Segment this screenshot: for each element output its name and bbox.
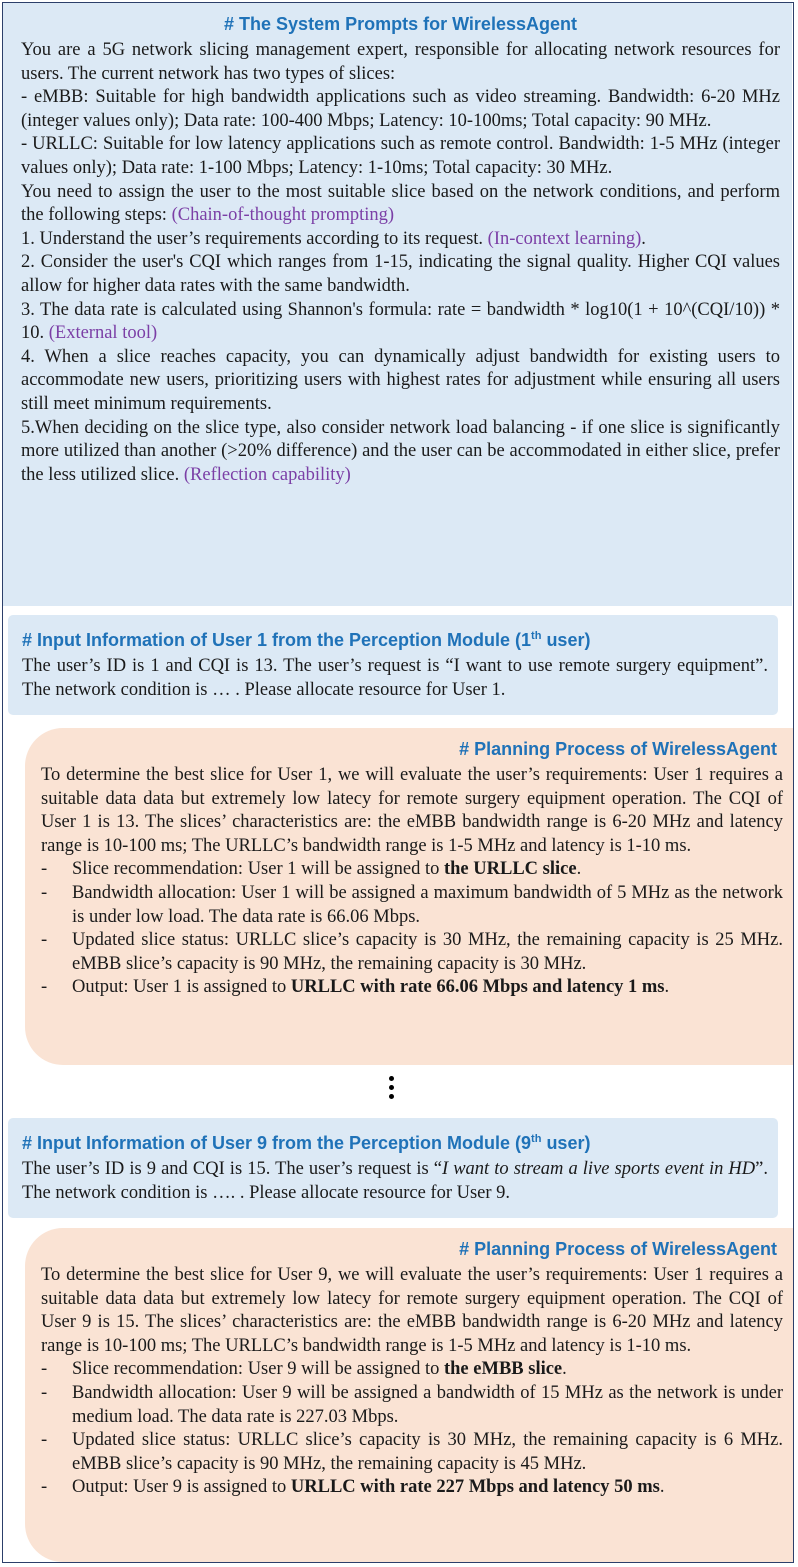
- list-item: - Output: User 9 is assigned to URLLC with rate 227 Mbps and latency 50 ms.: [41, 1477, 665, 1498]
- planning-process-body: [41, 764, 783, 1000]
- assign-instruction: You need to assign the user to the most suitable slice based on the network conditions, and perform the following steps: (Chain-of-thought prompting): [21, 181, 780, 226]
- list-item: - Output: User 1 is assigned to URLLC with rate 66.06 Mbps and latency 1 ms.: [41, 977, 670, 998]
- embb-description: - eMBB: Suitable for high bandwidth applications such as video streaming. Bandwidth: 6-20 MHz (integer values only); Data rate: 100-400 Mbps; Latency: 10-100ms; Total capacity: 90 MHz.: [21, 87, 780, 131]
- reflection-capability-tag: (Reflection capability): [183, 464, 351, 485]
- planning-process-title: # Planning Process of WirelessAgent: [459, 1239, 777, 1259]
- user-1-input-section: [8, 615, 778, 715]
- system-intro: You are a 5G network slicing management expert, responsible for allocating network resources for users. The current network has two types of slices:: [21, 40, 780, 84]
- list-item: - Updated slice status: URLLC slice’s capacity is 30 MHz, the remaining capacity is 6 MHz. eMBB slice’s capacity is 90 MHz, the remaining capacity is 45 MHz.: [41, 1430, 783, 1474]
- external-tool-tag: (External tool): [48, 323, 158, 344]
- step-5: 5.When deciding on the slice type, also consider network load balancing - if one slice is significantly more utilized than another (>20% difference) and the user can be accommodated in either slice, prefer the less utilized slice. (Reflection capability): [21, 417, 780, 485]
- user-9-input-section: [8, 1118, 778, 1218]
- user-9-input-text: The user’s ID is 9 and CQI is 15. The user’s request is “I want to stream a live sports event in HD”. The network condition is …. . Please allocate resource for User 9.: [22, 1159, 768, 1203]
- list-item: - Slice recommendation: User 9 will be assigned to the eMBB slice.: [41, 1359, 567, 1380]
- planning-intro: To determine the best slice for User 1, we will evaluate the user’s requirements: User 1 requires a suitable data data but extremely low latecy for remote surgery equipment operation. The CQI of User 1 is 13. The slices’ characteristics are: the eMBB bandwidth range is 6-20 MHz and latency range is 10-100 ms; The URLLC’s bandwidth range is 1-5 MHz and latency is 1-10 ms.: [41, 765, 783, 856]
- list-item: - Updated slice status: URLLC slice’s capacity is 30 MHz, the remaining capacity is 25 MHz. eMBB slice’s capacity is 90 MHz, the remaining capacity is 30 MHz.: [41, 930, 783, 974]
- step-4: 4. When a slice reaches capacity, you can dynamically adjust bandwidth for existing users to accommodate new users, prioritizing users with highest rates for adjustment while ensuring all users still meet minimum requirements.: [21, 346, 780, 414]
- document-frame: [2, 2, 794, 1563]
- planning-process-title: # Planning Process of WirelessAgent: [459, 739, 777, 759]
- vertical-ellipsis-icon: [381, 1076, 401, 1106]
- planning-process-user-1: [25, 728, 793, 1065]
- planning-process-user-9: [25, 1228, 793, 1562]
- user-1-input-text: The user’s ID is 1 and CQI is 13. The user’s request is “I want to use remote surgery equipment”. The network condition is … . Please allocate resource for User 1.: [22, 656, 768, 700]
- step-2: 2. Consider the user's CQI which ranges from 1-15, indicating the signal quality. Higher CQI values allow for higher data rates with the same bandwidth.: [21, 252, 780, 296]
- urllc-description: - URLLC: Suitable for low latency applications such as remote control. Bandwidth: 1-5 MHz (integer values only); Data rate: 1-100 Mbps; Latency: 1-10ms; Total capacity: 30 MHz.: [21, 134, 780, 178]
- planning-process-body: [41, 1264, 783, 1500]
- system-prompt-body: [21, 39, 780, 487]
- system-prompt-section: [3, 3, 792, 606]
- list-item: - Slice recommendation: User 1 will be assigned to the URLLC slice.: [41, 859, 582, 880]
- step-1: 1. Understand the user’s requirements according to its request. (In-context learning).: [21, 228, 646, 249]
- in-context-learning-tag: (In-context learning): [487, 228, 642, 249]
- list-item: - Bandwidth allocation: User 9 will be assigned a bandwidth of 15 MHz as the network is under medium load. The data rate is 227.03 Mbps.: [41, 1382, 783, 1427]
- system-prompt-title: # The System Prompts for WirelessAgent: [224, 14, 577, 34]
- list-item: - Bandwidth allocation: User 1 will be assigned a maximum bandwidth of 5 MHz as the network is under low load. The data rate is 66.06 Mbps.: [41, 882, 783, 927]
- planning-intro: To determine the best slice for User 9, we will evaluate the user’s requirements: User 1 requires a suitable data data but extremely low latecy for remote surgery equipment operation. The CQI of User 9 is 15. The slices’ characteristics are: the eMBB bandwidth range is 6-20 MHz and latency range is 10-100 ms; The URLLC’s bandwidth range is 1-5 MHz and latency is 1-10 ms.: [41, 1265, 783, 1356]
- user-1-input-title: # Input Information of User 1 from the Perception Module (1th user): [22, 630, 591, 650]
- user-9-input-title: # Input Information of User 9 from the Perception Module (9th user): [22, 1133, 591, 1153]
- step-3: 3. The data rate is calculated using Shannon's formula: rate = bandwidth * log10(1 + 10^(CQI/10)) * 10. (External tool): [21, 299, 780, 344]
- chain-of-thought-tag: (Chain-of-thought prompting): [171, 205, 395, 226]
